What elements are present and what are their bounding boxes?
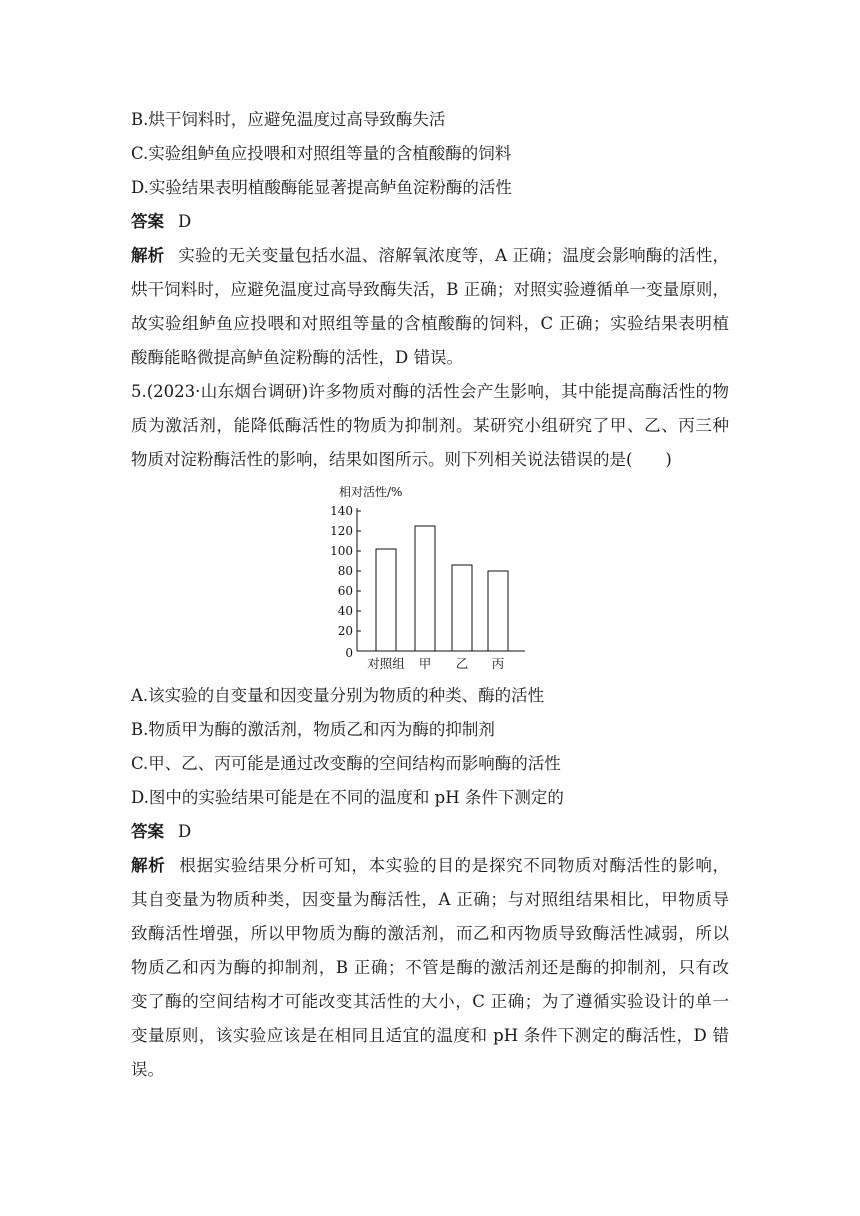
q5-analysis-line-7: 误。 bbox=[131, 1060, 164, 1079]
q5-answer bbox=[131, 820, 191, 844]
y-tick-label: 0 bbox=[345, 646, 353, 660]
q4-analysis-text-1: 实验的无关变量包括水温、溶解氧浓度等，A 正确；温度会影响酶的活性， bbox=[178, 246, 729, 265]
y-tick-label: 40 bbox=[337, 604, 353, 618]
x-tick-label: 对照组 bbox=[367, 656, 405, 671]
y-tick-label: 120 bbox=[330, 524, 353, 538]
q5-option-d: D.图中的实验结果可能是在不同的温度和 pH 条件下测定的 bbox=[131, 788, 564, 807]
q4-answer-value: D bbox=[178, 212, 192, 231]
q5-stem-line-2: 质为激活剂，能降低酶活性的物质为抑制剂。某研究小组研究了甲、乙、丙三种 bbox=[131, 416, 729, 435]
q5-analysis-text-1: 根据实验结果分析可知，本实验的目的是探究不同物质对酶活性的影响， bbox=[179, 856, 730, 875]
enzyme-activity-bar-chart bbox=[325, 480, 555, 680]
bar-2 bbox=[452, 565, 472, 651]
q5-stem-line-1: 5.(2023·山东烟台调研)许多物质对酶的活性会产生影响，其中能提高酶活性的物 bbox=[131, 382, 729, 401]
q4-analysis-line-3: 故实验组鲈鱼应投喂和对照组等量的含植酸酶的饲料，C 正确；实验结果表明植 bbox=[131, 314, 729, 333]
bar-1 bbox=[415, 526, 435, 651]
q5-analysis-line-5: 变了酶的空间结构才可能改变其活性的大小，C 正确；为了遵循实验设计的单一 bbox=[131, 992, 729, 1011]
q5-option-a: A.该实验的自变量和因变量分别为物质的种类、酶的活性 bbox=[131, 686, 545, 705]
y-tick-label: 80 bbox=[337, 564, 353, 578]
q4-analysis-line-2: 烘干饲料时，应避免温度过高导致酶失活，B 正确；对照实验遵循单一变量原则， bbox=[131, 280, 729, 299]
q4-answer bbox=[131, 210, 191, 234]
q5-analysis-label: 解析 bbox=[131, 856, 166, 875]
q5-answer-value: D bbox=[178, 822, 192, 841]
x-tick-label: 乙 bbox=[455, 656, 469, 671]
q4-answer-label: 答案 bbox=[131, 212, 164, 231]
q4-analysis-line-1 bbox=[131, 244, 729, 268]
chart-ylabel: 相对活性/% bbox=[339, 485, 403, 499]
y-tick-label: 100 bbox=[330, 544, 353, 558]
y-tick-label: 140 bbox=[330, 504, 353, 518]
q5-analysis-line-6: 变量原则，该实验应该是在相同且适宜的温度和 pH 条件下测定的酶活性，D 错 bbox=[131, 1026, 729, 1045]
q5-analysis-line-1 bbox=[131, 854, 729, 878]
q5-stem-line-3: 物质对淀粉酶活性的影响，结果如图所示。则下列相关说法错误的是( ) bbox=[131, 450, 672, 469]
bar-3 bbox=[488, 571, 508, 651]
q5-analysis-line-3: 致酶活性增强，所以甲物质为酶的激活剂，而乙和丙物质导致酶活性减弱，所以 bbox=[131, 924, 729, 943]
chart-x-labels bbox=[367, 656, 504, 671]
q5-analysis-line-4: 物质乙和丙为酶的抑制剂，B 正确；不管是酶的激活剂还是酶的抑制剂，只有改 bbox=[131, 958, 729, 977]
q5-option-c: C.甲、乙、丙可能是通过改变酶的空间结构而影响酶的活性 bbox=[131, 754, 561, 773]
x-tick-label: 丙 bbox=[491, 656, 505, 671]
q5-analysis-line-2: 其自变量为物质种类，因变量为酶活性，A 正确；与对照组结果相比，甲物质导 bbox=[131, 890, 729, 909]
q5-option-b: B.物质甲为酶的激活剂，物质乙和丙为酶的抑制剂 bbox=[131, 720, 495, 739]
x-tick-label: 甲 bbox=[418, 656, 432, 671]
chart-bars bbox=[376, 526, 508, 651]
y-tick-label: 20 bbox=[337, 624, 353, 638]
q4-option-c: C.实验组鲈鱼应投喂和对照组等量的含植酸酶的饲料 bbox=[131, 144, 512, 163]
y-tick-label: 60 bbox=[337, 584, 353, 598]
q5-answer-label: 答案 bbox=[131, 822, 164, 841]
q4-option-d: D.实验结果表明植酸酶能显著提高鲈鱼淀粉酶的活性 bbox=[131, 178, 512, 197]
chart-y-ticks bbox=[330, 504, 361, 660]
q4-analysis-line-4: 酸酶能略微提高鲈鱼淀粉酶的活性，D 错误。 bbox=[131, 348, 463, 367]
bar-0 bbox=[376, 549, 396, 651]
q4-option-b: B.烘干饲料时，应避免温度过高导致酶失活 bbox=[131, 110, 446, 129]
q4-analysis-label: 解析 bbox=[131, 246, 165, 265]
